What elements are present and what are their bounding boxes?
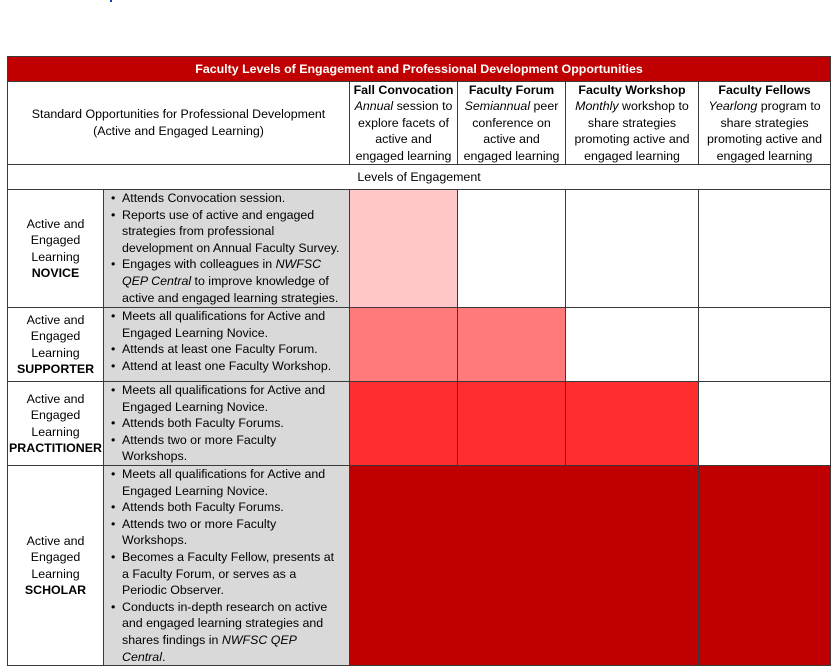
criteria-text: Attends two or more Faculty Workshops.: [122, 432, 277, 464]
stray-mark: [110, 0, 112, 2]
criteria-item: [122, 549, 343, 599]
level-prefix: Active and Engaged Learning: [26, 312, 85, 360]
shade-cell-fall-convocation: [350, 190, 458, 308]
level-prefix: Active and Engaged Learning: [26, 391, 85, 439]
criteria-text: to improve knowledge of active and engaged learning strategies.: [122, 274, 339, 305]
criteria-item: [122, 382, 343, 415]
criteria-text: Attends both Faculty Forums.: [122, 500, 284, 515]
column-description: session to explore facets of active and engaged learning: [355, 99, 453, 163]
criteria-list: [108, 308, 343, 374]
shade-cell-faculty-workshop: [566, 308, 699, 382]
column-header-faculty-workshop: [566, 82, 699, 165]
shade-cell-faculty-fellows: [699, 382, 831, 466]
column-title: Faculty Forum: [468, 83, 555, 97]
level-name: SCHOLAR: [24, 583, 87, 597]
criteria-item: [122, 599, 343, 665]
criteria-item: [122, 190, 343, 207]
level-prefix: Active and Engaged Learning: [26, 533, 85, 581]
criteria-item: [122, 341, 343, 358]
criteria-cell: [104, 382, 350, 466]
header-row: [8, 82, 831, 165]
standard-opportunities-header: Standard Opportunities for Professional Development (Active and Engaged Learning): [8, 82, 350, 165]
criteria-cell: [104, 466, 350, 666]
shade-cell-faculty-forum: [458, 190, 566, 308]
level-row-novice: [8, 190, 831, 308]
criteria-text: Attends both Faculty Forums.: [122, 416, 284, 431]
shade-cell-faculty-forum: [458, 308, 566, 382]
criteria-emphasis: NWFSC QEP Central: [122, 632, 297, 664]
level-row-practitioner: [8, 382, 831, 466]
shade-cell-faculty-workshop: [566, 190, 699, 308]
table-title: Faculty Levels of Engagement and Professional Development Opportunities: [8, 57, 831, 82]
table-title-row: [8, 57, 831, 82]
level-name: NOVICE: [31, 265, 80, 280]
column-frequency: Yearlong: [708, 99, 758, 114]
level-name-cell: [8, 190, 104, 308]
shade-cell-fall-convocation: [350, 382, 458, 466]
criteria-item: [122, 308, 343, 341]
engagement-table: [7, 56, 831, 666]
level-name: PRACTITIONER: [9, 440, 102, 455]
criteria-text: Attend at least one Faculty Workshop.: [122, 358, 332, 373]
column-frequency: Semiannual: [464, 99, 531, 114]
shade-cell-fall-convocation: [350, 308, 458, 382]
criteria-text: Meets all qualifications for Active and Engaged Learning Novice.: [122, 383, 326, 414]
shade-cell-faculty-workshop: [566, 466, 699, 666]
column-title: Fall Convocation: [353, 83, 454, 97]
criteria-item: [122, 432, 343, 465]
column-title: Faculty Workshop: [578, 83, 686, 97]
criteria-text: Attends at least one Faculty Forum.: [122, 342, 318, 357]
column-description: peer conference on active and engaged learning: [463, 99, 560, 163]
criteria-item: [122, 466, 343, 499]
criteria-item: [122, 207, 343, 257]
criteria-text: Becomes a Faculty Fellow, presents at a Faculty Forum, or serves as a Periodic Observer.: [122, 550, 335, 598]
level-row-supporter: [8, 308, 831, 382]
criteria-text: Reports use of active and engaged strategies from professional development on Annual Faculty Survey.: [122, 207, 340, 255]
shade-cell-faculty-fellows: [699, 308, 831, 382]
shade-cell-faculty-fellows: [699, 190, 831, 308]
column-description: workshop to share strategies promoting active and engaged learning: [574, 99, 690, 163]
levels-of-engagement-label: Levels of Engagement: [8, 165, 831, 190]
shade-cell-faculty-forum: [458, 466, 566, 666]
shade-cell-faculty-forum: [458, 382, 566, 466]
column-title: Faculty Fellows: [718, 83, 811, 97]
criteria-text: Attends Convocation session.: [122, 191, 286, 206]
shade-cell-fall-convocation: [350, 466, 458, 666]
criteria-item: [122, 499, 343, 516]
level-name-cell: [8, 308, 104, 382]
criteria-text: Meets all qualifications for Active and Engaged Learning Novice.: [122, 467, 326, 498]
criteria-list: [108, 190, 343, 306]
level-prefix: Active and Engaged Learning: [26, 216, 85, 264]
level-name-cell: [8, 466, 104, 666]
criteria-emphasis: NWFSC QEP Central: [122, 257, 322, 288]
criteria-item: [122, 358, 343, 375]
criteria-text: Conducts in-depth research on active and engaged learning strategies and shares findings in: [122, 599, 328, 647]
criteria-list: [108, 382, 343, 465]
criteria-text: Meets all qualifications for Active and Engaged Learning Novice.: [122, 309, 326, 340]
column-header-fall-convocation: [350, 82, 458, 165]
level-name: SUPPORTER: [16, 361, 95, 376]
criteria-text: .: [161, 649, 166, 664]
column-frequency: Monthly: [575, 99, 619, 114]
level-name-cell: [8, 382, 104, 466]
shade-cell-faculty-workshop: [566, 382, 699, 466]
column-description: program to share strategies promoting active and engaged learning: [707, 99, 823, 163]
criteria-item: [122, 415, 343, 432]
column-header-faculty-forum: [458, 82, 566, 165]
level-row-scholar: [8, 466, 831, 666]
criteria-item: [122, 256, 343, 306]
criteria-cell: [104, 190, 350, 308]
shade-cell-faculty-fellows: [699, 466, 831, 666]
levels-of-engagement-row: [8, 165, 831, 190]
criteria-list: [108, 466, 343, 665]
criteria-cell: [104, 308, 350, 382]
criteria-text: Attends two or more Faculty Workshops.: [122, 516, 277, 548]
column-frequency: Annual: [354, 99, 394, 114]
criteria-text: Engages with colleagues in: [122, 257, 276, 272]
column-header-faculty-fellows: [699, 82, 831, 165]
criteria-item: [122, 516, 343, 549]
